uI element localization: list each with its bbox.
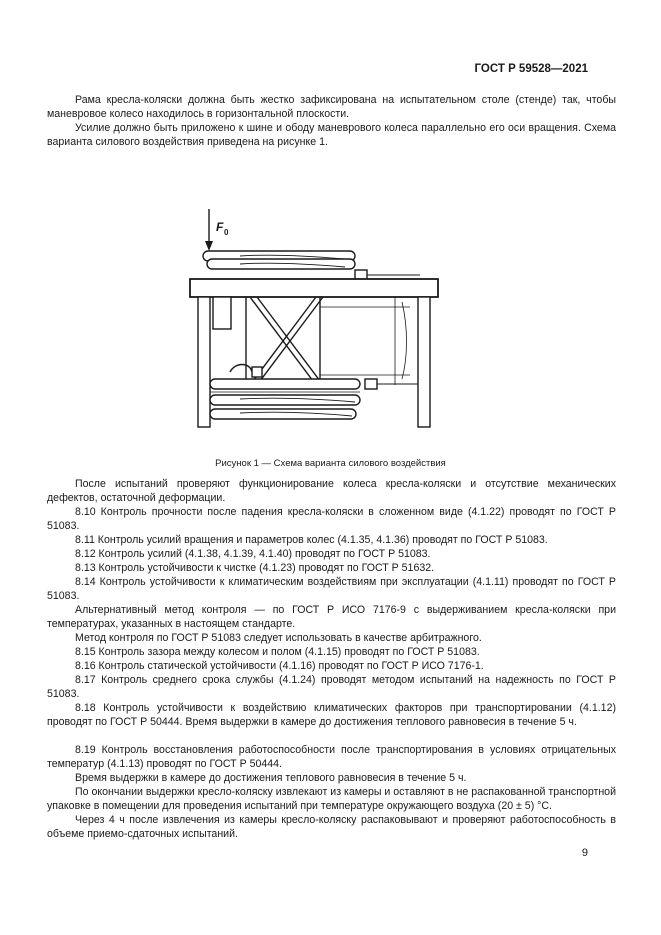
paragraph: Время выдержки в камере до достижения теплового равновесия в течение 5 ч.: [75, 772, 467, 784]
intro-paragraph-1: Рама кресла-коляски должна быть жестко зафиксирована на испытательном столе (стенде) так, чтобы маневровое колесо находилось в горизонтальной плоскости.: [47, 94, 616, 120]
paragraph: 8.10 Контроль прочности после падения кресла-коляски в сложенном виде (4.1.22) проводят по ГОСТ Р 51083.: [47, 506, 616, 532]
force-label: F: [216, 220, 224, 234]
table-leg-right: [418, 297, 430, 427]
upper-wheel: [203, 251, 355, 269]
lower-wheel: [210, 379, 360, 419]
paragraph: 8.13 Контроль устойчивости к чистке (4.1.23) проводят по ГОСТ Р 51632.: [75, 562, 435, 574]
paragraph: По окончании выдержки кресло-коляску извлекают из камеры и оставляют в не распакованной транспортной упаковке в помещении для проведения испытаний при температуре окружающего воздуха (20 ± 5) °С.: [47, 786, 616, 812]
page-number: 9: [581, 847, 588, 859]
intro-paragraph-2: Усилие должно быть приложено к шине и ободу маневрового колеса параллельно его оси вращения. Схема варианта силового воздействия приведена на рисунке 1.: [47, 122, 616, 148]
paragraph: Альтернативный метод контроля — по ГОСТ Р ИСО 7176-9 с выдерживанием кресла-коляски при температурах, указанных в настоящем стандарте.: [47, 604, 616, 630]
paragraph: 8.18 Контроль устойчивости к воздействию климатических факторов при транспортировании (4.1.12) проводят по ГОСТ Р 50444. Время выдержки в камере до достижения теплового равновесия в течение 5 ч.: [47, 702, 616, 728]
table-leg-left: [198, 297, 210, 427]
paragraph: После испытаний проверяют функционирование колеса кресла-коляски и отсутствие механических дефектов, остаточной деформации.: [47, 478, 616, 504]
paragraph: 8.12 Контроль усилий (4.1.38, 4.1.39, 4.1.40) проводят по ГОСТ Р 51083.: [75, 548, 431, 560]
paragraph: 8.16 Контроль статической устойчивости (4.1.16) проводят по ГОСТ Р ИСО 7176-1.: [75, 660, 484, 672]
force-scheme-figure: [180, 207, 450, 435]
paragraph: Метод контроля по ГОСТ Р 51083 следует использовать в качестве арбитражного.: [75, 632, 482, 644]
paragraph: 8.15 Контроль зазора между колесом и полом (4.1.15) проводят по ГОСТ Р 51083.: [75, 646, 480, 658]
test-table-top: [190, 279, 438, 297]
paragraph: Через 4 ч после извлечения из камеры кресло-коляску распаковывают и проверяют работоспособность в объеме приемо-сдаточных испытаний.: [47, 814, 616, 840]
paragraph: 8.19 Контроль восстановления работоспособности после транспортирования в условиях отрицательных температур (4.1.13) проводят по ГОСТ Р 50444.: [47, 744, 616, 770]
force-subscript: 0: [224, 228, 229, 237]
paragraph: 8.17 Контроль среднего срока службы (4.1.24) проводят методом испытаний на надежность по ГОСТ Р 51083.: [47, 674, 616, 700]
figure-caption: Рисунок 1 — Схема варианта силового воздействия: [215, 458, 446, 469]
paragraph: 8.11 Контроль усилий вращения и параметров колес (4.1.35, 4.1.36) проводят по ГОСТ Р 51083.: [75, 534, 548, 546]
paragraph: 8.14 Контроль устойчивости к климатическим воздействиям при эксплуатации (4.1.11) проводят по ГОСТ Р 51083.: [47, 576, 616, 602]
document-header: ГОСТ Р 59528—2021: [474, 63, 588, 75]
